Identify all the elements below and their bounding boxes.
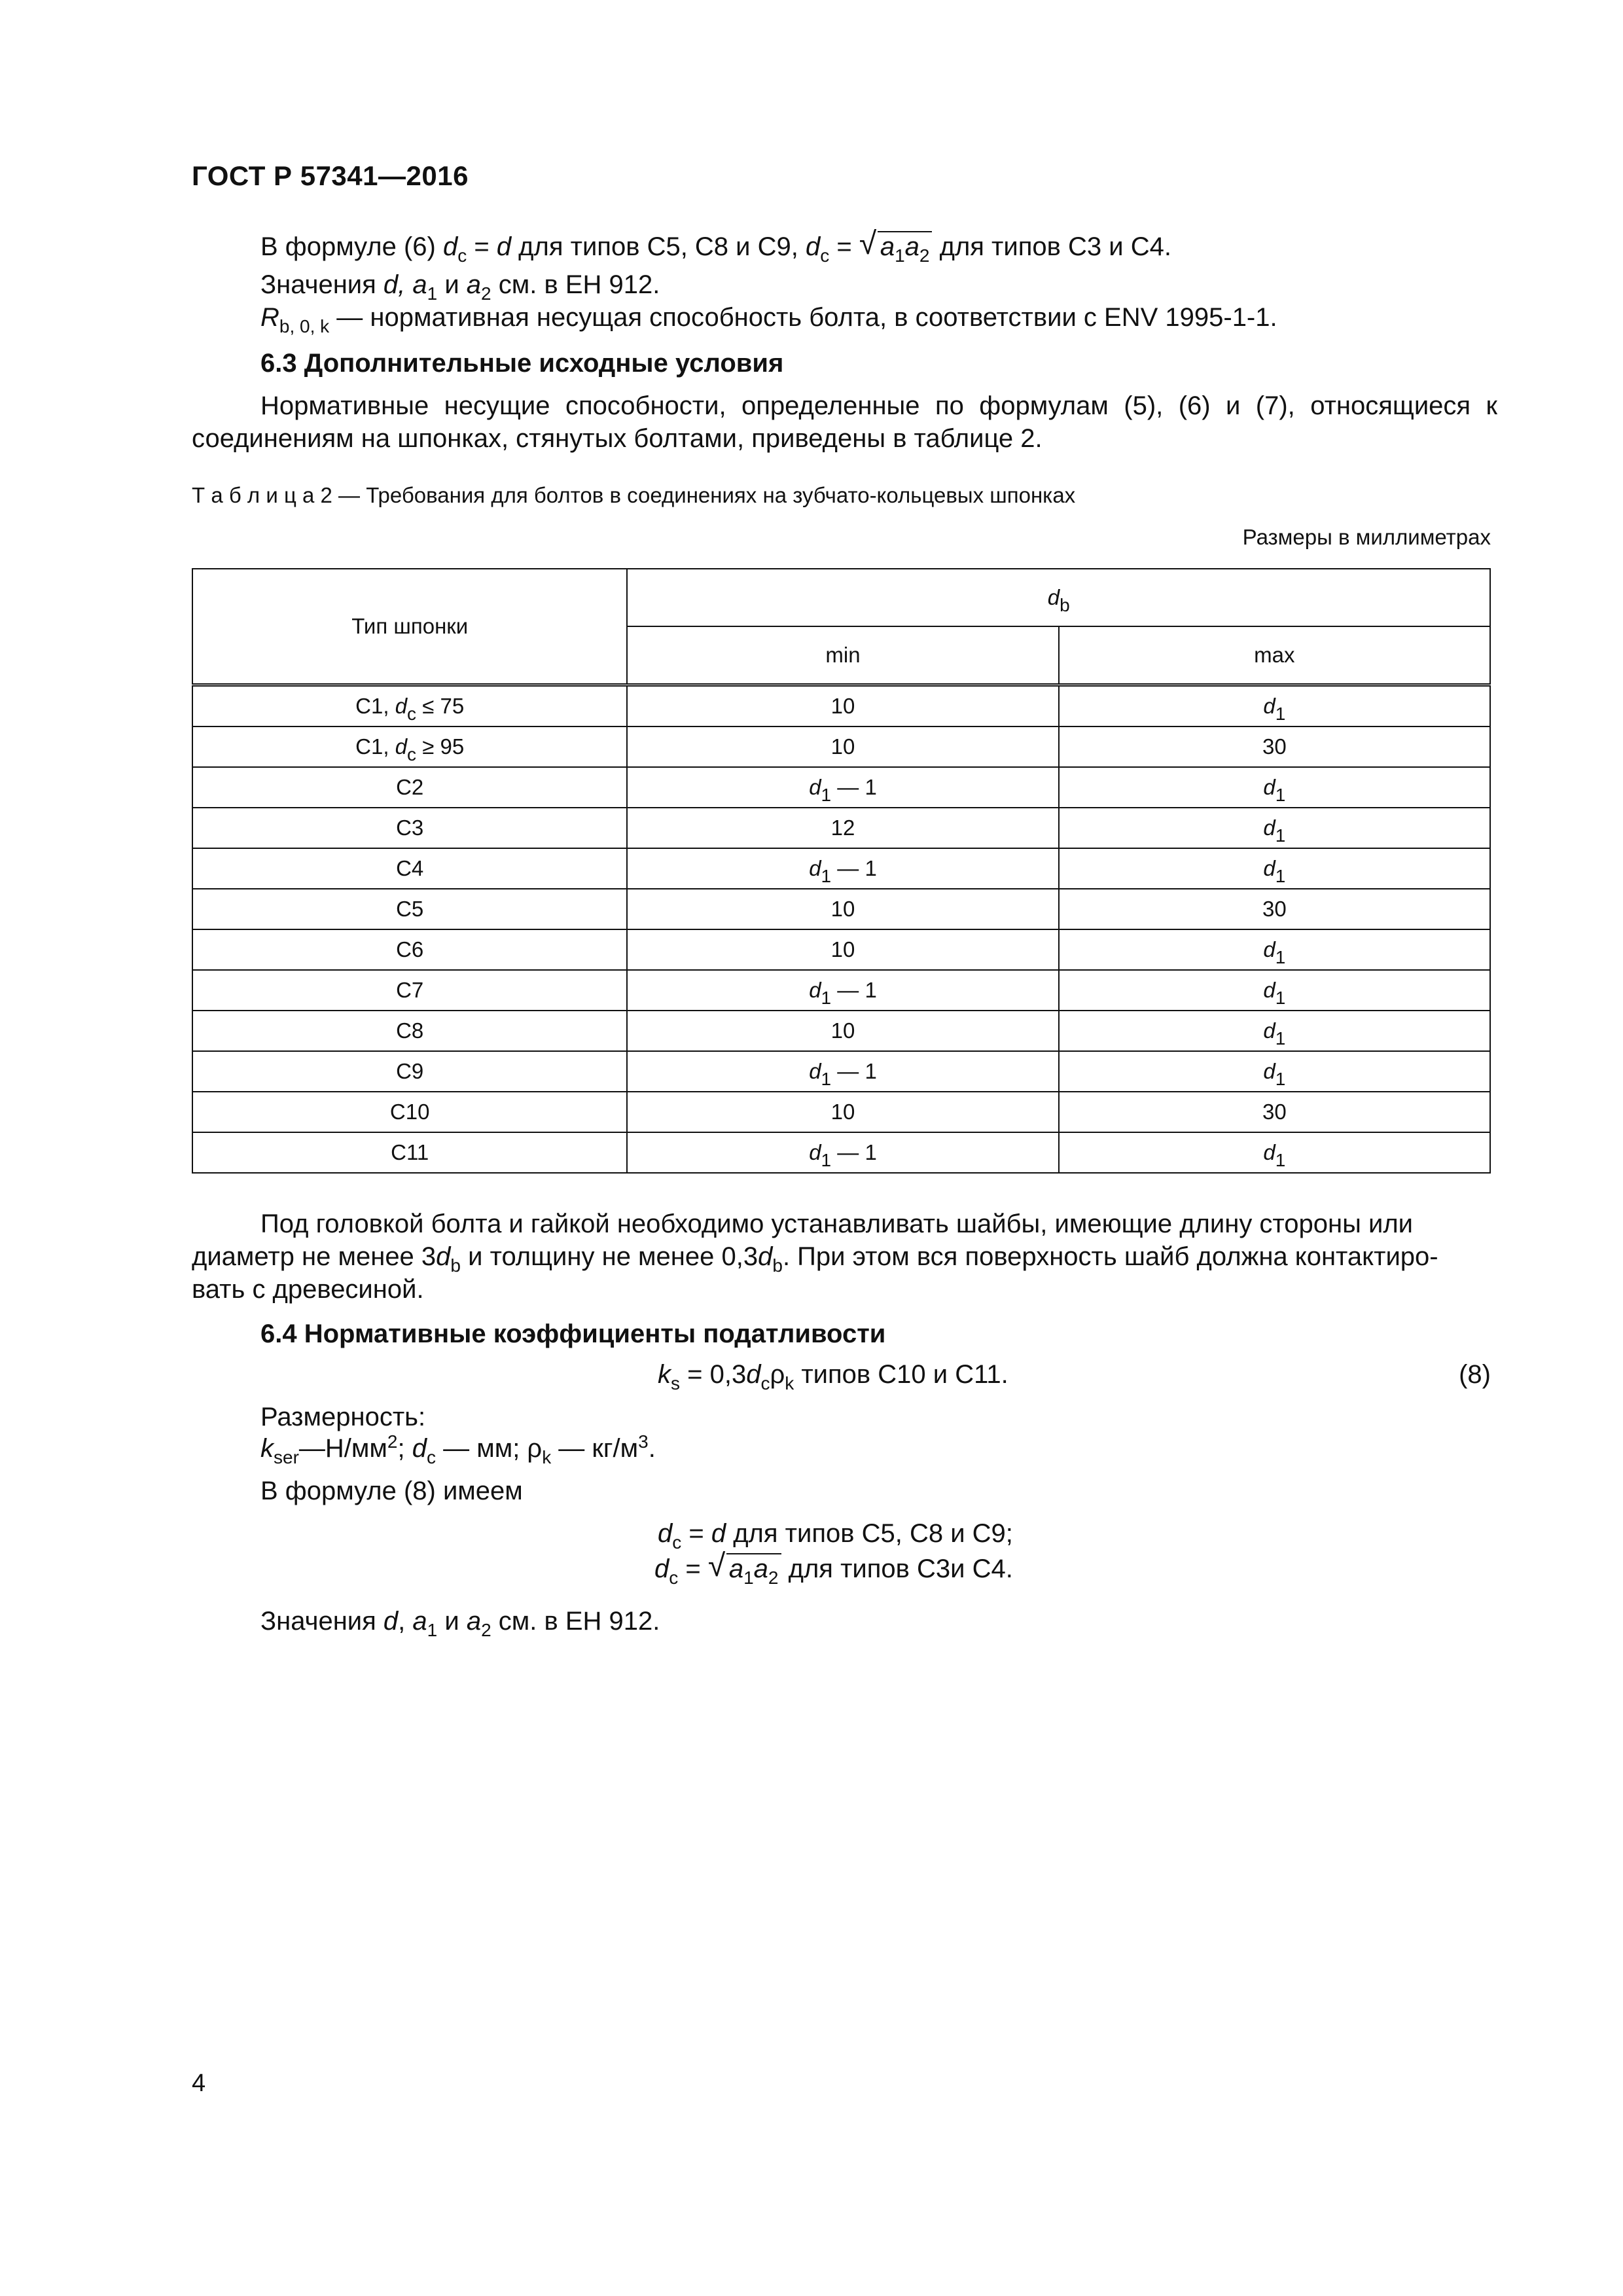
cell-min: 10: [627, 726, 1058, 767]
section-6-3-title: 6.3 Дополнительные исходные условия: [260, 349, 784, 378]
cell-max: 30: [1059, 726, 1490, 767]
cell-type: С1, $d_c \le 75$: [192, 685, 627, 727]
table-row: [192, 767, 1490, 808]
cell-max: $d_1$: [1059, 1011, 1490, 1051]
cell-min: $d_1$ — 1: [627, 848, 1058, 889]
page-number: 4: [192, 2070, 206, 2097]
washers-line-1: Под головкой болта и гайкой необходимо устанавливать шайбы, имеющие длину стороны или: [260, 1210, 1414, 1238]
cell-type: С6: [192, 929, 627, 970]
cell-type: С1, $d_c \ge 95$: [192, 726, 627, 767]
washers-line-3: вать с древесиной.: [192, 1275, 424, 1304]
cell-max: $d_1$: [1059, 808, 1490, 848]
washers-line-2: диаметр не менее $3d_b$ и толщину не менее $0,3d_b$. При этом вся поверхность шайб должна контактиро-: [192, 1242, 1438, 1276]
dimension-units-line: $k_{ser}—Н/мм^2$; $d_c$ — мм; $\rho_k$ — $кг/м^3$.: [260, 1431, 656, 1467]
table-row: [192, 1092, 1490, 1132]
cell-min: 10: [627, 1092, 1058, 1132]
cell-type: С7: [192, 970, 627, 1011]
table-row: [192, 685, 1490, 727]
cell-min: $d_1$ — 1: [627, 1132, 1058, 1173]
table-row: [192, 1011, 1490, 1051]
section-6-3-body: Нормативные несущие способности, определенные по формулам (5), (6) и (7), относящиеся к соединениям на шпонках, стянутых болтами, приведены в таблице 2.: [192, 391, 1497, 453]
cell-min: $d_1$ — 1: [627, 767, 1058, 808]
cell-type: С4: [192, 848, 627, 889]
col-header-type: Тип шпонки: [192, 569, 627, 685]
cell-max: 30: [1059, 889, 1490, 929]
cell-type: С2: [192, 767, 627, 808]
cell-max: 30: [1059, 1092, 1490, 1132]
equation-8: $k_s = 0,3d_c\rho_k$ типов С10 и С11.: [658, 1360, 1008, 1393]
cell-min: $d_1$ — 1: [627, 970, 1058, 1011]
col-header-db: $d_b$: [627, 569, 1490, 626]
table-row: [192, 808, 1490, 848]
table-caption: Т а б л и ц а 2 — Требования для болтов в соединениях на зубчато-кольцевых шпонках: [192, 483, 1076, 507]
table-row: [192, 929, 1490, 970]
col-header-max: max: [1059, 626, 1490, 685]
cell-max: $d_1$: [1059, 929, 1490, 970]
section-6-4-title: 6.4 Нормативные коэффициенты податливости: [260, 1319, 886, 1348]
bolt-requirements-table: [192, 568, 1491, 1174]
cell-max: $d_1$: [1059, 685, 1490, 727]
cell-min: $d_1$ — 1: [627, 1051, 1058, 1092]
cell-type: С5: [192, 889, 627, 929]
cell-type: С3: [192, 808, 627, 848]
table-row: [192, 1132, 1490, 1173]
cell-min: 10: [627, 929, 1058, 970]
cell-type: С11: [192, 1132, 627, 1173]
cell-min: 10: [627, 1011, 1058, 1051]
cell-max: $d_1$: [1059, 970, 1490, 1011]
cell-max: $d_1$: [1059, 1132, 1490, 1173]
formula6-note-line: В формуле (6) $d_c = d$ для типов С5, С8 и С9, $d_c$ = √ $a_1a_2$ для типов С3 и С4.: [260, 226, 1171, 266]
equation-8-number: (8): [1459, 1360, 1491, 1389]
cell-max: $d_1$: [1059, 848, 1490, 889]
cell-type: С8: [192, 1011, 627, 1051]
values-reference-line: Значения d, $a_1$ и $a_2$ см. в ЕН 912.: [260, 270, 660, 304]
cell-min: 12: [627, 808, 1058, 848]
dc-formula-line-2: $d_c$ = √ $a_1a_2$ для типов С3и С4.: [654, 1549, 1013, 1588]
cell-type: С9: [192, 1051, 627, 1092]
table-row: [192, 848, 1490, 889]
table-row: [192, 889, 1490, 929]
cell-type: С10: [192, 1092, 627, 1132]
dimension-label: Размерность:: [260, 1403, 426, 1431]
values-reference-line-2: Значения d, $a_1$ и $a_2$ см. в ЕН 912.: [260, 1607, 660, 1640]
cell-max: $d_1$: [1059, 767, 1490, 808]
rb0k-definition-line: $R_{b, 0, k}$ — нормативная несущая способность болта, в соответствии с ENV 1995-1-1.: [260, 303, 1277, 336]
cell-min: 10: [627, 685, 1058, 727]
cell-max: $d_1$: [1059, 1051, 1490, 1092]
in-formula-8-line: В формуле (8) имеем: [260, 1477, 523, 1505]
dc-formula-line-1: $d_c = d$ для типов С5, С8 и С9;: [658, 1519, 1013, 1552]
table-row: [192, 1051, 1490, 1092]
table-row: [192, 970, 1490, 1011]
document-header-id: ГОСТ Р 57341—2016: [192, 160, 469, 191]
table-units-note: Размеры в миллиметрах: [1242, 525, 1491, 549]
col-header-min: min: [627, 626, 1058, 685]
cell-min: 10: [627, 889, 1058, 929]
table-row: [192, 726, 1490, 767]
